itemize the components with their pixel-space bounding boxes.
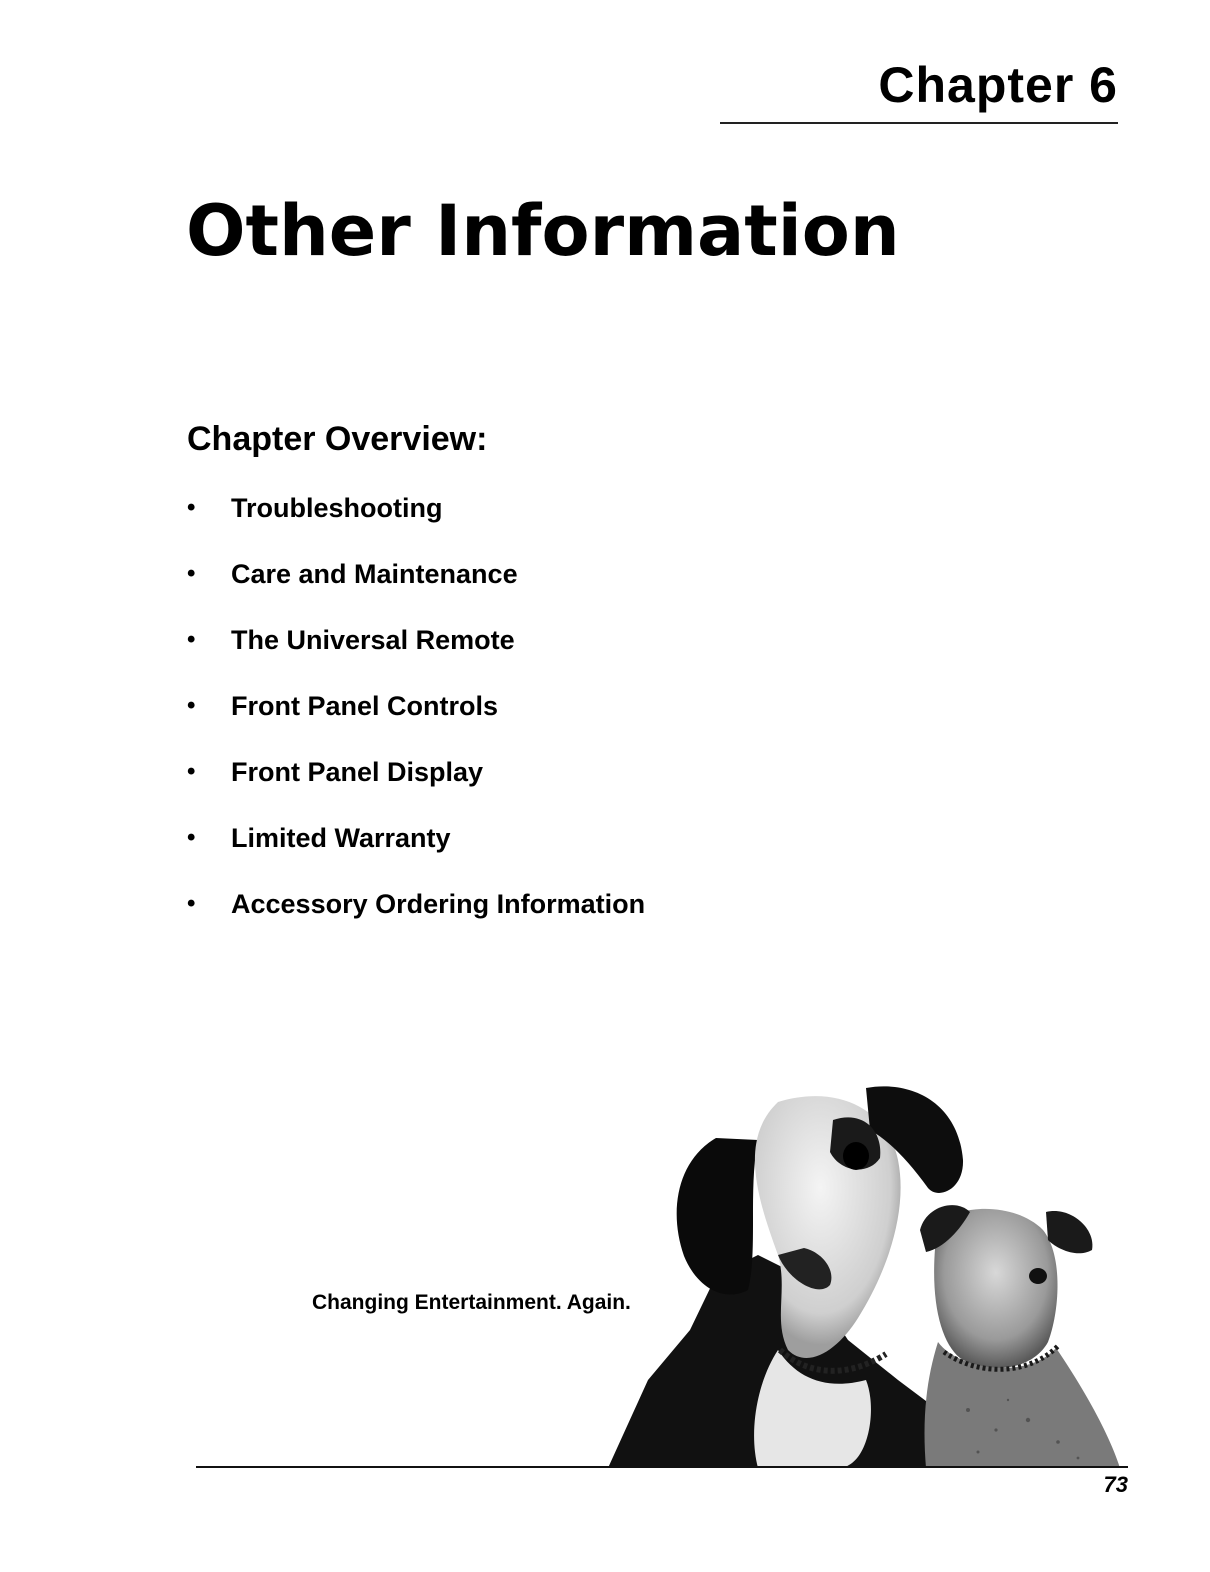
bullet-icon: •	[187, 824, 196, 851]
list-item	[187, 888, 645, 954]
list-item-label: The Universal Remote	[231, 625, 515, 655]
list-item-label: Troubleshooting	[231, 493, 443, 523]
bullet-icon: •	[187, 626, 196, 653]
list-item	[187, 624, 645, 690]
list-item-label: Accessory Ordering Information	[231, 889, 646, 919]
bullet-icon: •	[187, 494, 196, 521]
list-item-label: Care and Maintenance	[231, 559, 518, 589]
chapter-label: Chapter 6	[878, 57, 1118, 113]
overview-heading: Chapter Overview:	[187, 420, 488, 458]
bullet-icon: •	[187, 758, 196, 785]
tagline: Changing Entertainment. Again.	[312, 1291, 631, 1314]
footer-divider	[196, 1466, 1128, 1468]
list-item	[187, 558, 645, 624]
list-item	[187, 690, 645, 756]
list-item	[187, 756, 645, 822]
bullet-icon: •	[187, 890, 196, 917]
page-number: 73	[1103, 1472, 1128, 1497]
list-item-label: Front Panel Display	[231, 757, 484, 787]
list-item	[187, 492, 645, 558]
page-title: Other Information	[186, 190, 900, 272]
dogs-photo	[608, 1080, 1128, 1468]
chapter-divider	[720, 122, 1118, 124]
list-item-label: Limited Warranty	[231, 823, 451, 853]
bullet-icon: •	[187, 560, 196, 587]
list-item	[187, 822, 645, 888]
overview-list	[187, 492, 645, 954]
list-item-label: Front Panel Controls	[231, 691, 499, 721]
bullet-icon: •	[187, 692, 196, 719]
